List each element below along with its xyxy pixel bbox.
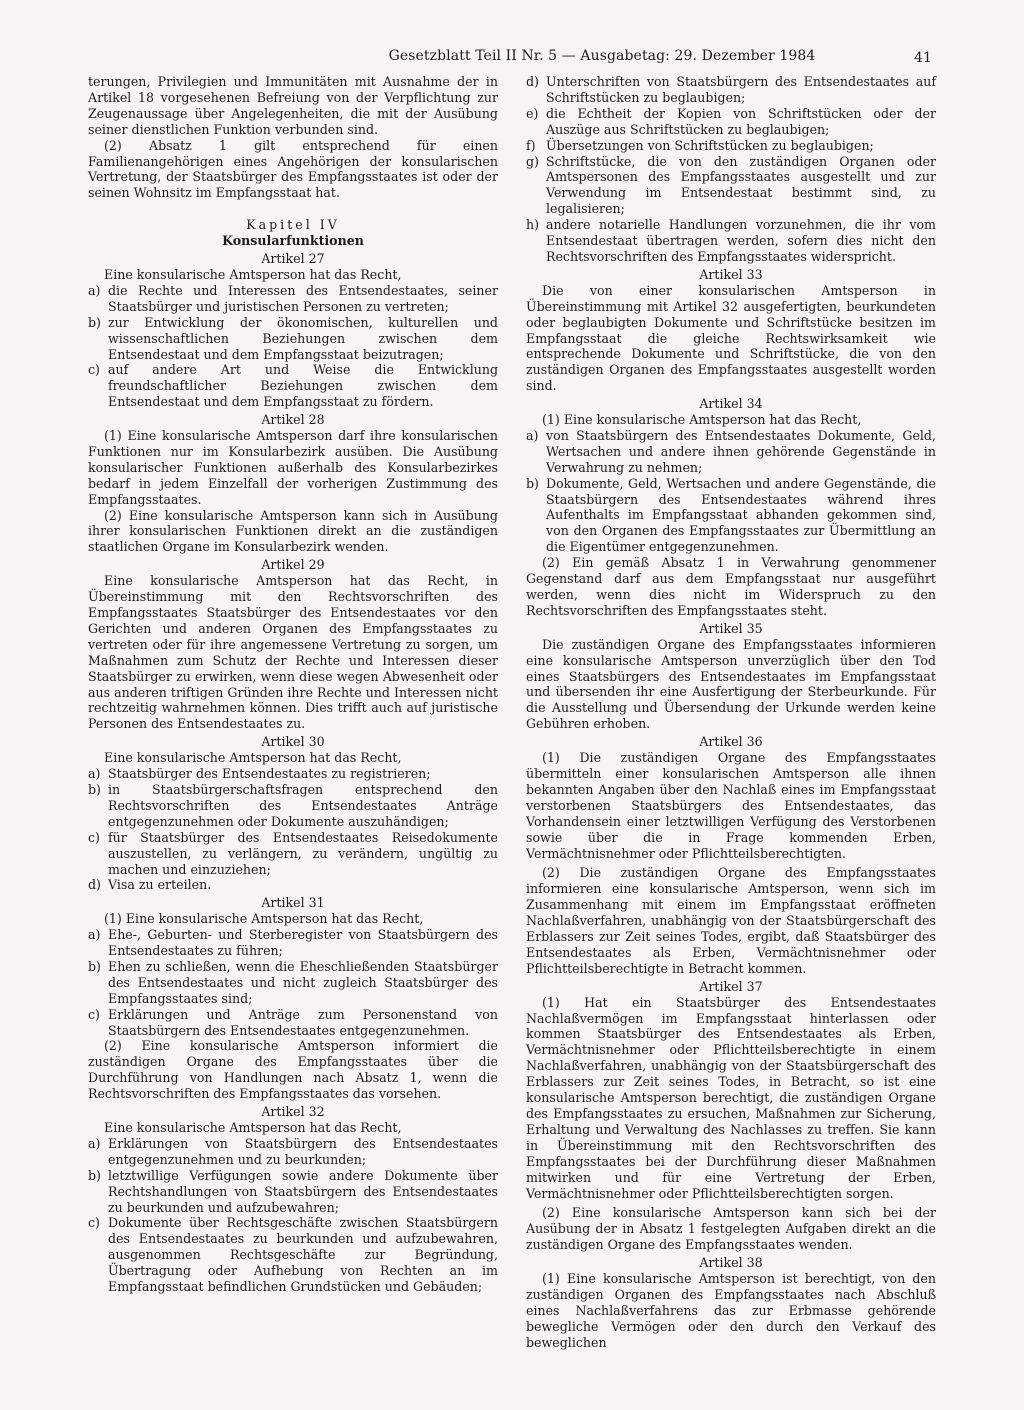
list-label: h) <box>526 217 540 233</box>
list-text: Unterschriften von Staatsbürgern des Entsendestaates auf Schriftstücken zu beglaubigen; <box>546 74 936 105</box>
paragraph: (2) Eine konsularische Amtsperson kann sich bei der Ausübung der in Absatz 1 festgelegten Aufgaben direkt an die zuständigen Organe des Empfangsstaates wenden. <box>526 1205 936 1253</box>
list-label: a) <box>526 427 539 443</box>
paragraph: Eine konsularische Amtsperson hat das Recht, <box>104 750 402 766</box>
paragraph: Die von einer konsularischen Amtsperson in Übereinstimmung mit Artikel 32 ausgefertigten, beurkundeten oder beglaubigten Dokumente und Schriftstücke besitzen im Empfangsstaat die gleiche Rechtswirksamkeit wie entsprechende Dokumente und Schriftstücke, die von den zuständigen Organen des Empfangsstaates ausgestellt worden sind. <box>526 282 936 394</box>
paragraph: (1) Die zuständigen Organe des Empfangsstaates übermitteln einer konsularischen Amtsperson alle ihnen bekannten Angaben über den Nachlaß eines im Empfangsstaat verstorbenen Staatsbürgers des Entsendestaates, das Vorhandensein einer letztwilligen Verfügung des Verstorbenen sowie über die in Frage kommenden Erben, Vermächtnisnehmer oder Pflichtteilsberechtigten. <box>526 750 936 861</box>
list-item <box>88 315 498 363</box>
list-item <box>526 106 936 138</box>
list-label: f) <box>526 137 536 153</box>
right-column <box>526 74 936 1351</box>
list-text: für Staatsbürger des Entsendestaates Reisedokumente auszustellen, zu verlängern, zu verändern, ungültig zu machen und einzuziehen; <box>108 829 498 877</box>
article-heading: Artikel 29 <box>261 557 325 573</box>
list-text: andere notarielle Handlungen vorzunehmen, die ihr vom Entsendestaat übertragen werden, sofern dies nicht den Rechtsvorschriften des Empfangsstaates widerspricht. <box>546 217 936 264</box>
list-label: c) <box>88 362 100 378</box>
list-item <box>88 1136 498 1168</box>
list-item <box>88 877 498 893</box>
list-text: die Rechte und Interessen des Entsendestaates, seiner Staatsbürger und juristischen Personen zu vertreten; <box>108 282 498 314</box>
article-heading: Artikel 38 <box>699 1255 763 1271</box>
page-header <box>88 44 936 74</box>
list-item <box>88 1007 498 1039</box>
article-heading: Artikel 33 <box>699 266 763 282</box>
chapter-title: Konsularfunktionen <box>222 233 364 249</box>
article-heading: Artikel 32 <box>261 1104 325 1120</box>
left-column <box>88 74 498 1351</box>
list-text: auf andere Art und Weise die Entwicklung freundschaftlicher Beziehungen zwischen dem Entsendestaat und dem Empfangsstaat zu fördern. <box>108 362 498 410</box>
article-heading: Artikel 31 <box>261 895 325 911</box>
list-item <box>526 74 936 106</box>
list-label: b) <box>88 958 101 974</box>
list-label: b) <box>88 314 101 330</box>
list-text: die Echtheit der Kopien von Schriftstücken oder der Auszüge aus Schriftstücken zu beglaubigen; <box>546 105 936 137</box>
article-heading: Artikel 37 <box>699 978 763 994</box>
article-heading: Artikel 30 <box>261 734 325 750</box>
list-label: g) <box>526 153 539 169</box>
article-heading: Artikel 28 <box>261 412 325 428</box>
list-item <box>88 830 498 878</box>
paragraph: (2) Eine konsularische Amtsperson kann sich in Ausübung ihrer konsularischen Funktionen direkt an die zuständigen staatlichen Organe im Konsularbezirk wenden. <box>88 507 498 555</box>
list-text: Dokumente, Geld, Wertsachen und andere Gegenstände, die Staatsbürgern des Entsendestaates während ihres Aufenthalts im Empfangsstaat abhanden gekommen sind, von den Organen des Empfangsstaates zur Übermittlung an die Eigentümer entgegenzunehmen. <box>546 475 936 555</box>
list-text: Ehen zu schließen, wenn die Eheschließenden Staatsbürger des Entsendestaates und nicht zugleich Staatsbürger des Empfangsstaates sind; <box>108 958 498 1006</box>
list-item <box>88 1215 498 1295</box>
paragraph: (1) Eine konsularische Amtsperson hat das Recht, <box>542 412 862 428</box>
article-heading: Artikel 34 <box>699 396 763 412</box>
paragraph: Eine konsularische Amtsperson hat das Recht, in Übereinstimmung mit den Rechtsvorschriften des Empfangsstaates Staatsbürger des Entsendestaates vor den Gerichten und anderen Organen des Empfangsstaates zu vertreten oder für ihre angemessene Vertretung zu sorgen, um Maßnahmen zum Schutz der Rechte und Interessen dieser Staatsbürger zu erwirken, wenn diese wegen Abwesenheit oder aus anderen triftigen Gründen ihre Rechte und Interessen nicht rechtzeitig wahrnehmen können. Dies trifft auch auf juristische Personen des Entsendestaates zu. <box>88 573 498 732</box>
paragraph: (1) Eine konsularische Amtsperson hat das Recht, <box>104 911 424 927</box>
paragraph: (2) Ein gemäß Absatz 1 in Verwahrung genommener Gegenstand darf aus dem Empfangsstaat nur ausgeführt werden, wenn dies nicht im Widerspruch zu den Rechtsvorschriften des Empfangsstaates steht. <box>526 555 936 618</box>
list-label: a) <box>88 282 101 298</box>
list-item <box>88 782 498 830</box>
list-text: Erklärungen von Staatsbürgern des Entsendestaates entgegenzunehmen und zu beurkunden; <box>108 1135 498 1167</box>
list-text: Erklärungen und Anträge zum Personenstand von Staatsbürgern des Entsendestaates entgegenzunehmen. <box>108 1006 498 1038</box>
list-item <box>526 138 936 154</box>
list-text: Schriftstücke, die von den zuständigen Organen oder Amtspersonen des Empfangsstaates ausgestellt und zur Verwendung im Entsendestaat bestimmt sind, zu legalisieren; <box>546 153 936 217</box>
list-label: d) <box>526 74 539 89</box>
paragraph: Die zuständigen Organe des Empfangsstaates informieren eine konsularische Amtsperson unverzüglich über den Tod eines Staatsbürgers des Entsendestaates im Empfangsstaat und übersenden ihr eine Ausfertigung der Sterbeurkunde. Für die Ausstellung und Übersendung der Urkunde werden keine Gebühren erhoben. <box>526 636 936 732</box>
page-number: 41 <box>913 50 932 66</box>
article-heading: Artikel 27 <box>261 251 325 267</box>
list-label: e) <box>526 105 539 121</box>
paragraph: (2) Die zuständigen Organe des Empfangsstaates informieren eine konsularische Amtsperson, wenn sich im Zusammenhang mit einem im Empfangsstaat eröffneten Nachlaßverfahren, unabhängig von der Staatsbürgerschaft des Erblassers zur Zeit seines Todes, ergibt, daß Staatsbürger des Entsendestaates als Erben, Vermächtnisnehmer oder Pflichtteilsberechtigte in Betracht kommen. <box>526 865 936 976</box>
list-item <box>526 217 936 265</box>
list-text: in Staatsbürgerschaftsfragen entsprechend den Rechtsvorschriften des Entsendestaates Anträge entgegenzunehmen oder Dokumente auszuhändigen; <box>108 781 498 829</box>
paragraph: (1) Hat ein Staatsbürger des Entsendestaates Nachlaßvermögen im Empfangsstaat hinterlassen oder kommen Staatsbürger des Entsendestaates als Erben, Vermächtnisnehmer oder Pflichtteilsberechtigte in einem Nachlaßverfahren, unabhängig von der Staatsbürgerschaft des Erblassers zur Zeit seines Todes, in Betracht, so ist eine konsularische Amtsperson berechtigt, die zuständigen Organe des Empfangsstaates zu ersuchen, Maßnahmen zur Sicherung, Erhaltung und Verwaltung des Nachlasses zu treffen. Sie kann in Übereinstimmung mit den Rechtsvorschriften des Empfangsstaates bei der Durchführung dieser Maßnahmen mitwirken und für eine Vertretung der Erben, Vermächtnisnehmer oder Pflichtteilsberechtigten sorgen. <box>526 994 936 1201</box>
list-label: b) <box>88 1167 101 1183</box>
paragraph: (1) Eine konsularische Amtsperson darf ihre konsularischen Funktionen nur im Konsularbezirk ausüben. Die Ausübung konsularischer Funktionen außerhalb des Konsularbezirkes bedarf in jedem Einzelfall der vorherigen Zustimmung des Empfangsstaates. <box>88 428 498 507</box>
paragraph: (2) Eine konsularische Amtsperson informiert die zuständigen Organe des Empfangsstaates über die Durchführung von Handlungen nach Absatz 1, wenn die Rechtsvorschriften des Empfangsstaates das vorsehen. <box>88 1038 498 1102</box>
list-item <box>88 1168 498 1216</box>
paragraph: Eine konsularische Amtsperson hat das Recht, <box>104 266 402 282</box>
list-text: letztwillige Verfügungen sowie andere Dokumente über Rechtshandlungen von Staatsbürgern des Entsendestaates zu beurkunden und aufzubewahren; <box>108 1167 498 1215</box>
paragraph: (1) Eine konsularische Amtsperson ist berechtigt, von den zuständigen Organen des Empfangsstaates nach Abschluß eines Nachlaßverfahrens das zur Erbmasse gehörende bewegliche Vermögen oder den durch den Verkauf des beweglichen <box>526 1271 936 1350</box>
list-text: Ehe-, Geburten- und Sterberegister von Staatsbürgern des Entsendestaates zu führen; <box>108 927 498 959</box>
list-label: c) <box>88 829 100 845</box>
paragraph: (2) Absatz 1 gilt entsprechend für einen Familienangehörigen eines Angehörigen der konsularischen Vertretung, der Staatsbürger des Empfangsstaates ist oder der seinen Wohnsitz im Empfangsstaat hat. <box>88 137 498 201</box>
list-item <box>88 766 498 782</box>
paragraph: Eine konsularische Amtsperson hat das Recht, <box>104 1120 402 1135</box>
list-label: a) <box>88 1135 101 1151</box>
list-item <box>88 283 498 315</box>
list-text: Staatsbürger des Entsendestaates zu registrieren; <box>108 766 431 782</box>
list-text: Übersetzungen von Schriftstücken zu beglaubigen; <box>546 137 874 153</box>
list-label: c) <box>88 1215 100 1231</box>
list-label: a) <box>88 766 101 782</box>
list-item <box>88 362 498 410</box>
list-text: Dokumente über Rechtsgeschäfte zwischen Staatsbürgern des Entsendestaates zu beurkunden und aufzubewahren, ausgenommen Rechtsgeschäfte zur Begründung, Übertragung oder Aufhebung von Rechten an im Empfangsstaat befindlichen Grundstücken und Gebäuden; <box>108 1215 498 1295</box>
list-text: von Staatsbürgern des Entsendestaates Dokumente, Geld, Wertsachen und andere ihnen gehörende Gegenstände in Verwahrung zu nehmen; <box>546 427 936 475</box>
list-item <box>526 428 936 476</box>
list-item <box>88 927 498 959</box>
paragraph: terungen, Privilegien und Immunitäten mit Ausnahme der in Artikel 18 vorgesehenen Befreiung von der Verpflichtung zur Zeugenaussage über Angelegenheiten, die mit der Ausübung seiner dienstlichen Funktion verbunden sind. <box>88 74 498 137</box>
list-text: Visa zu erteilen. <box>108 877 212 893</box>
header-title: Gesetzblatt Teil II Nr. 5 — Ausgabetag: 29. Dezember 1984 <box>388 48 816 64</box>
list-text: zur Entwicklung der ökonomischen, kulturellen und wissenschaftlichen Beziehungen zwischen dem Entsendestaat und dem Empfangsstaat beizutragen; <box>108 314 498 362</box>
list-label: a) <box>88 927 101 943</box>
list-item <box>526 154 936 218</box>
list-item <box>88 959 498 1007</box>
list-label: b) <box>526 475 539 491</box>
list-label: d) <box>88 877 101 893</box>
list-item <box>526 476 936 556</box>
article-heading: Artikel 35 <box>699 620 763 636</box>
article-heading: Artikel 36 <box>699 734 763 750</box>
list-label: c) <box>88 1006 100 1022</box>
chapter-heading: Kapitel IV <box>246 217 340 233</box>
list-label: b) <box>88 781 101 797</box>
